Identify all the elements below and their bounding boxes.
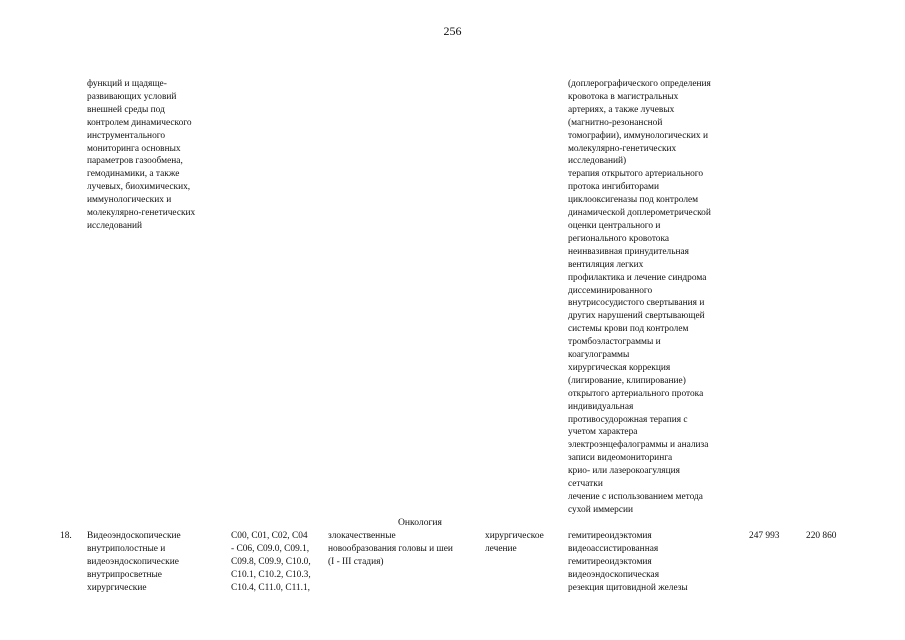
text-line: коагулограммы xyxy=(568,350,630,361)
cell-text-line: видеоассистированная xyxy=(568,543,659,554)
row-name-cell xyxy=(87,530,181,595)
left-column-continued-text xyxy=(87,78,195,233)
row-treatment-type-cell xyxy=(485,530,544,556)
text-line: иммунологических и xyxy=(87,195,172,206)
text-line: параметров газообмена, xyxy=(87,156,183,167)
text-line: системы крови под контролем xyxy=(568,324,689,335)
text-line: терапия открытого артериального xyxy=(568,169,704,180)
text-line: регионального кровотока xyxy=(568,233,670,244)
text-line: неинвазивная принудительная xyxy=(568,246,689,257)
page-number: 256 xyxy=(443,24,462,38)
text-line: (магнитно-резонансной xyxy=(568,117,663,128)
text-line: диссеминированного xyxy=(568,285,653,296)
text-line: протока ингибиторами xyxy=(568,182,659,193)
text-line: хирургическая коррекция xyxy=(568,362,671,373)
text-line: динамической доплерометрической xyxy=(568,208,711,219)
row-price-1: 247 993 xyxy=(749,531,780,541)
text-line: электроэнцефалограммы и анализа xyxy=(568,440,709,451)
row-codes-cell xyxy=(231,530,311,595)
row-method-cell xyxy=(568,530,688,595)
cell-text-line: резекция щитовидной железы xyxy=(568,582,688,593)
right-column-continued-text xyxy=(568,78,711,517)
cell-text-line: хирургическое xyxy=(485,531,544,541)
cell-text-line: (I - III стадия) xyxy=(328,556,384,567)
cell-text-line: новообразования головы и шеи xyxy=(328,543,453,554)
cell-text-line: гемитиреоидэктомия xyxy=(568,556,652,567)
text-line: артериях, а также лучевых xyxy=(568,104,675,115)
text-line: (доплерографического определения xyxy=(568,79,711,89)
cell-text-line: лечение xyxy=(485,543,517,554)
row-diagnosis-cell xyxy=(328,530,453,569)
text-line: молекулярно-генетических xyxy=(87,208,196,219)
text-line: сетчатки xyxy=(568,479,603,490)
text-line: (лигирование, клипирование) xyxy=(568,375,686,386)
cell-text-line: внутриполостные и xyxy=(87,543,166,554)
row-number: 18. xyxy=(60,531,72,541)
cell-text-line: C00, C01, C02, C04 xyxy=(231,531,308,541)
cell-text-line: видеоэндоскопическая xyxy=(568,569,660,580)
text-line: вентиляция легких xyxy=(568,259,644,270)
cell-text-line: хирургические xyxy=(87,582,147,593)
row-price-2: 220 860 xyxy=(806,531,837,541)
text-line: оценки центрального и xyxy=(568,220,661,231)
cell-text-line: C10.4, C11.0, C11.1, xyxy=(231,582,310,593)
text-line: внешней среды под xyxy=(87,104,165,115)
section-title-oncology: Онкология xyxy=(398,517,442,528)
cell-text-line: Видеоэндоскопические xyxy=(87,531,181,541)
text-line: других нарушений свертывающей xyxy=(568,311,705,322)
text-line: лучевых, биохимических, xyxy=(87,182,191,193)
text-line: гемодинамики, а также xyxy=(87,169,180,180)
text-line: контролем динамического xyxy=(87,117,192,128)
cell-text-line: злокачественные xyxy=(328,531,396,541)
text-line: профилактика и лечение синдрома xyxy=(568,272,707,283)
cell-text-line: - C06, C09.0, C09.1, xyxy=(231,543,310,554)
cell-text-line: внутрипросветные xyxy=(87,569,162,580)
text-line: учетом характера xyxy=(568,427,638,438)
text-line: молекулярно-генетических xyxy=(568,143,677,154)
text-line: инструментального xyxy=(87,130,166,141)
text-line: кровотока в магистральных xyxy=(568,91,679,102)
cell-text-line: видеоэндоскопические xyxy=(87,556,179,567)
text-line: исследований) xyxy=(568,156,627,167)
cell-text-line: C10.1, C10.2, C10.3, xyxy=(231,569,311,580)
text-line: сухой иммерсии xyxy=(568,504,634,515)
text-line: мониторинга основных xyxy=(87,143,181,154)
text-line: томографии), иммунологических и xyxy=(568,130,708,141)
cell-text-line: гемитиреоидэктомия xyxy=(568,531,652,541)
text-line: внутрисосудистого свертывания и xyxy=(568,298,705,309)
text-line: развивающих условий xyxy=(87,91,177,102)
text-line: индивидуальная xyxy=(568,401,634,412)
text-line: циклооксигеназы под контролем xyxy=(568,195,699,206)
text-line: крио- или лазерокоагуляция xyxy=(568,466,680,477)
text-line: противосудорожная терапия с xyxy=(568,414,688,425)
cell-text-line: C09.8, C09.9, C10.0, xyxy=(231,556,311,567)
text-line: записи видеомониторинга xyxy=(568,453,673,464)
text-line: функций и щадяще- xyxy=(87,79,167,89)
text-line: открытого артериального протока xyxy=(568,388,704,399)
text-line: тромбоэластограммы и xyxy=(568,337,661,348)
text-line: исследований xyxy=(87,220,143,231)
text-line: лечение с использованием метода xyxy=(568,492,703,502)
